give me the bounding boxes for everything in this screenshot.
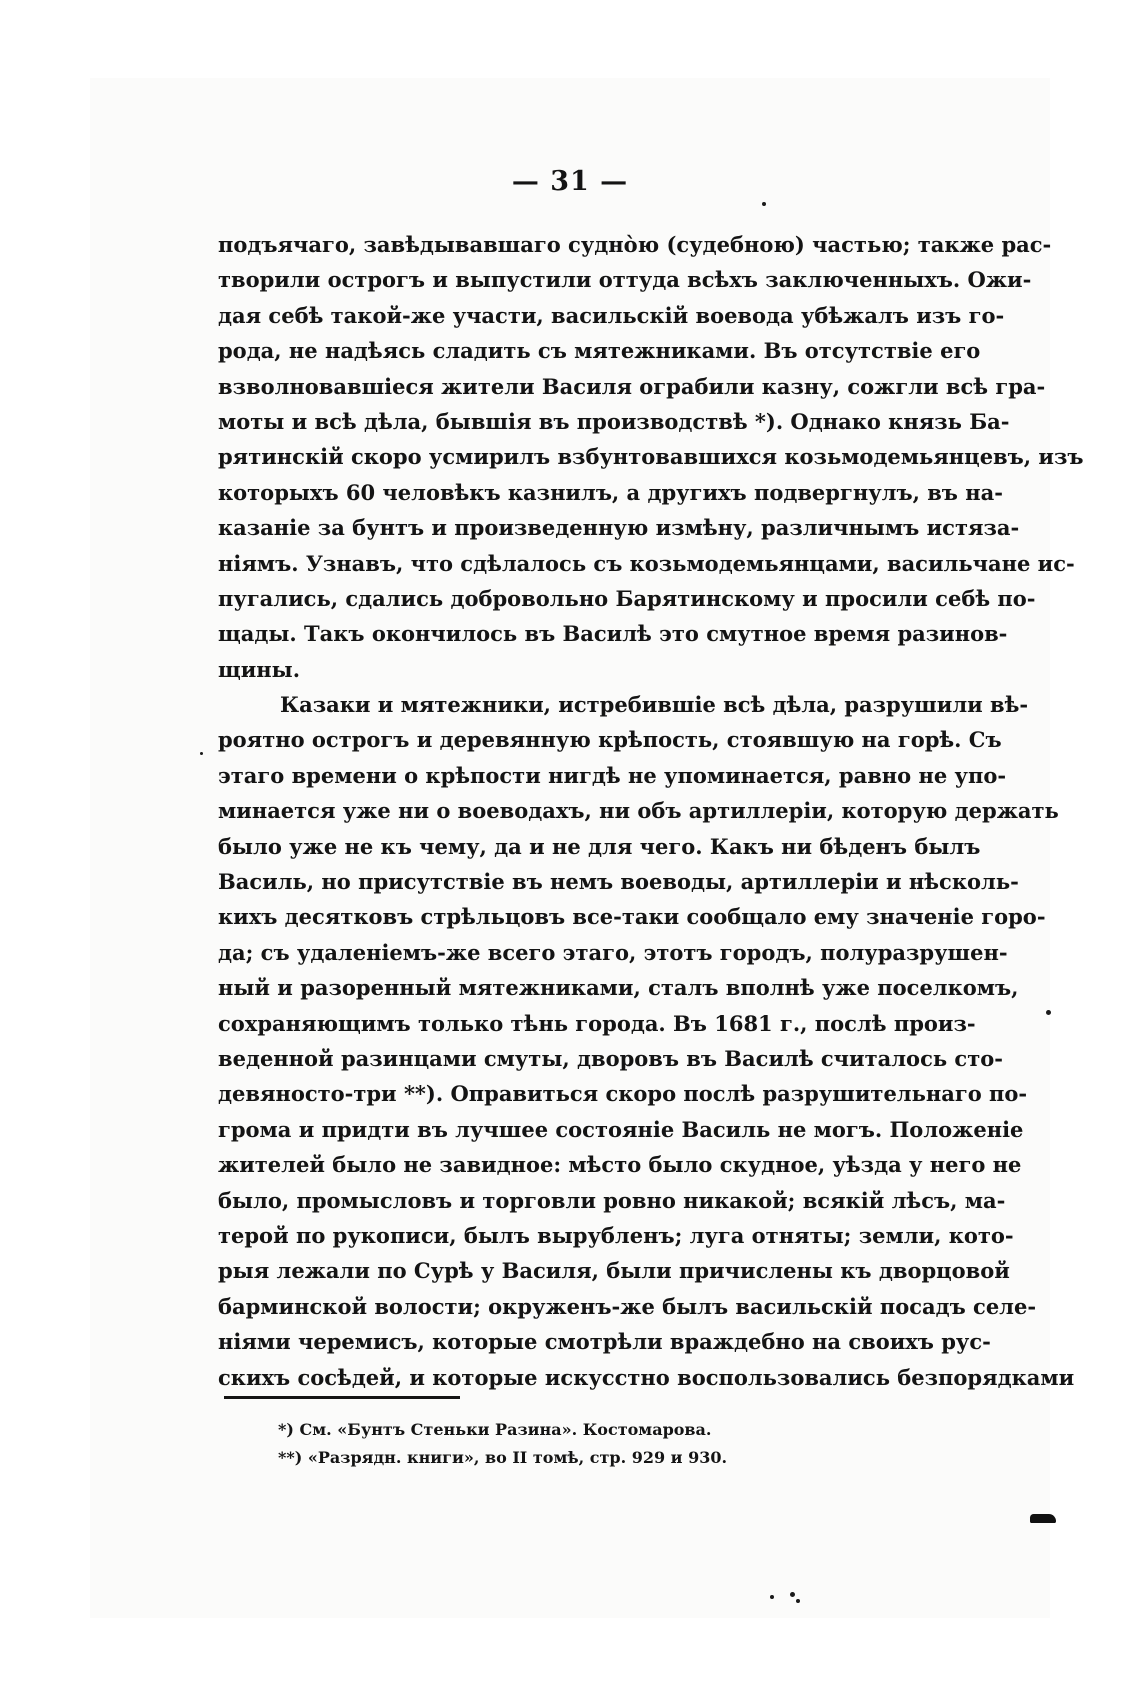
text-line: было уже не къ чему, да и не для чего. Какъ ни бѣденъ былъ [218,833,981,859]
text-line: щины. [218,656,301,682]
text-line: моты и всѣ дѣла, бывшія въ производствѣ *). Однако князь Ба- [218,408,1010,434]
ink-speck [770,1595,774,1599]
text-line: рятинскій скоро усмирилъ взбунтовавшихся козьмодемьянцевъ, изъ [218,444,1084,470]
text-line: терой по рукописи, былъ вырубленъ; луга отняты; земли, кото- [218,1222,1014,1248]
text-line: рыя лежали по Сурѣ у Василя, были причислены къ дворцовой [218,1258,1010,1284]
text-line: взволновавшіеся жители Василя ограбили казну, сожгли всѣ гра- [218,373,1046,399]
page-number: — 31 — [511,166,629,197]
text-line: да; съ удаленіемъ-же всего этаго, этотъ городъ, полуразрушен- [218,939,1008,965]
text-line: веденной разинцами смуты, дворовъ въ Василѣ считалось сто- [218,1045,1003,1071]
text-line: ніями черемисъ, которые смотрѣли враждебно на своихъ рус- [218,1329,991,1355]
footnote-1: *) См. «Бунтъ Стеньки Разина». Костомарова. [278,1420,712,1439]
footnotes [278,1416,727,1472]
ink-speck [200,752,203,755]
text-line: подъячаго, завѣдывавшаго суднòю (судебною) частью; также рас- [218,232,1052,257]
text-line: которыхъ 60 человѣкъ казнилъ, а другихъ подвергнулъ, въ на- [218,479,1003,505]
text-line: щады. Такъ окончилось въ Василѣ это смутное время разинов- [218,621,1008,647]
ink-speck [790,1592,795,1597]
text-line: казаніе за бунтъ и произведенную измѣну, различнымъ истяза- [218,515,1020,541]
text-line: жителей было не завидное: мѣсто было скудное, уѣзда у него не [218,1152,1022,1178]
ink-smudge [1030,1514,1056,1523]
text-line: девяносто-три **). Оправиться скоро послѣ разрушительнаго по- [218,1081,1028,1107]
body-text [218,227,1084,1395]
text-line: сохраняющимъ только тѣнь города. Въ 1681 г., послѣ произ- [218,1010,976,1036]
text-line: ный и разоренный мятежниками, сталъ вполнѣ уже поселкомъ, [218,975,1019,1001]
text-line: пугались, сдались добровольно Барятинскому и просили себѣ по- [218,585,1036,611]
text-line: минается уже ни о воеводахъ, ни объ артиллеріи, которую держать [218,798,1059,824]
text-line: было, промысловъ и торговли ровно никакой; всякій лѣсъ, ма- [218,1187,1006,1213]
ink-speck [796,1599,800,1603]
text-line: грома и придти въ лучшее состояніе Василь не могъ. Положеніе [218,1116,1024,1142]
footnote-divider [224,1396,460,1399]
footnote-2: **) «Разрядн. книги», во II томѣ, стр. 929 и 930. [278,1448,728,1467]
paragraph-1 [218,227,1084,687]
ink-speck [1046,1010,1051,1015]
ink-speck [762,202,766,206]
text-line: ніямъ. Узнавъ, что сдѣлалось съ козьмодемьянцами, васильчане ис- [218,550,1075,576]
text-line: Казаки и мятежники, истребившіе всѣ дѣла, разрушили вѣ- [280,692,1029,718]
text-line: рода, не надѣясь сладить съ мятежниками. Въ отсутствіе его [218,338,981,364]
text-line: скихъ сосѣдей, и которые искусстно воспользовались безпорядками [218,1364,1075,1390]
text-line: Василь, но присутствіе въ немъ воеводы, артиллеріи и нѣсколь- [218,869,1019,895]
text-line: творили острогъ и выпустили оттуда всѣхъ заключенныхъ. Ожи- [218,267,1032,293]
text-line: кихъ десятковъ стрѣльцовъ все-таки сообщало ему значеніе горо- [218,904,1046,930]
text-line: роятно острогъ и деревянную крѣпость, стоявшую на горѣ. Съ [218,727,1002,753]
text-line: этаго времени о крѣпости нигдѣ не упоминается, равно не упо- [218,762,1007,788]
text-line: дая себѣ такой-же участи, васильскій воевода убѣжалъ изъ го- [218,302,1005,328]
text-line: барминской волости; окруженъ-же былъ васильскій посадъ селе- [218,1293,1037,1319]
paragraph-2 [218,687,1075,1395]
